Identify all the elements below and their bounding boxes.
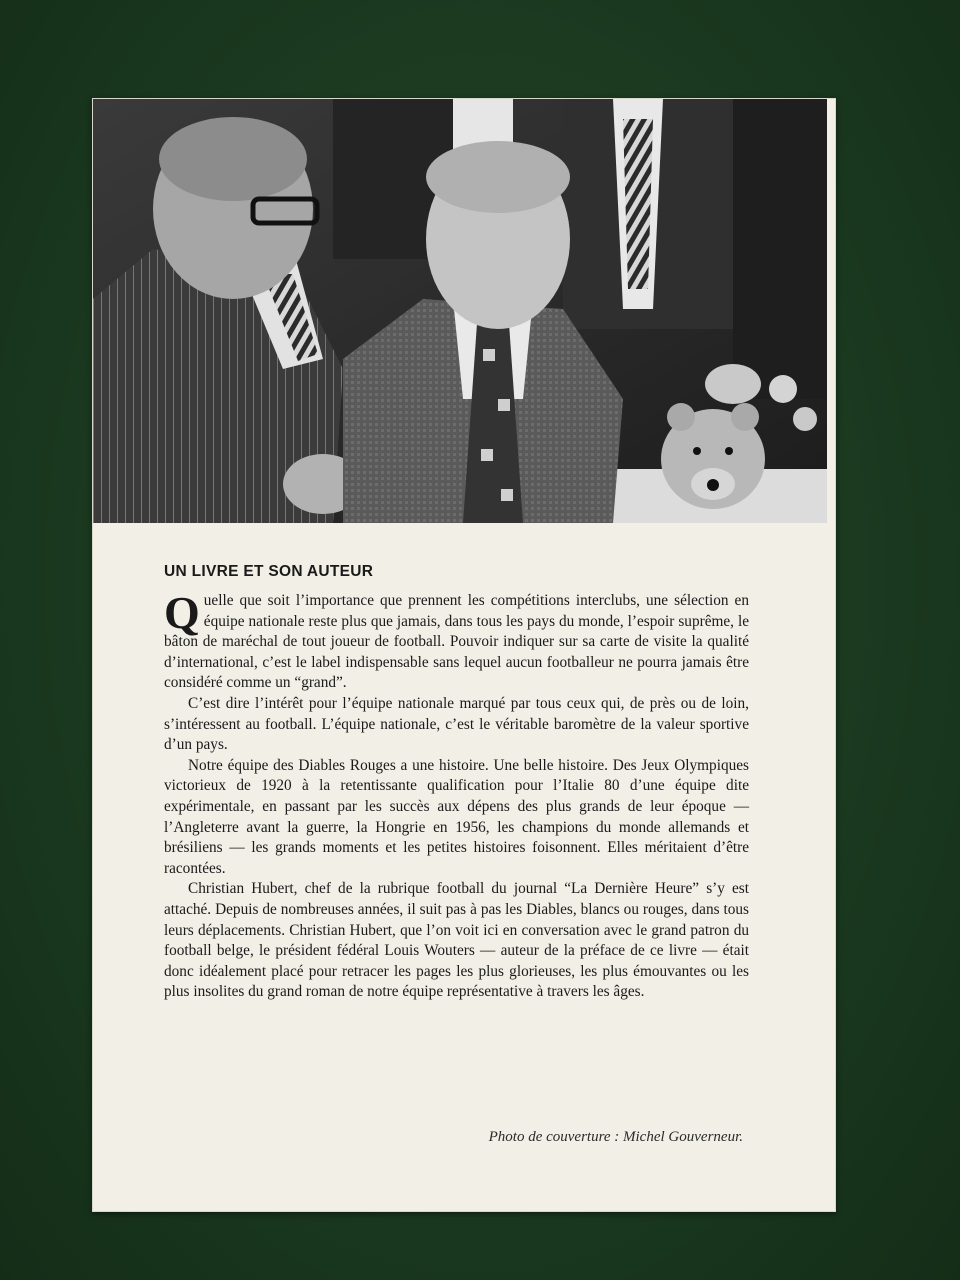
paragraph-intro bbox=[164, 587, 749, 694]
photo-credit: Photo de couverture : Michel Gouverneur. bbox=[488, 1129, 743, 1145]
drop-cap: Q bbox=[164, 587, 200, 638]
photograph-illustration bbox=[93, 99, 827, 523]
paragraph-2: C’est dire l’intérêt pour l’équipe nationale marqué par tous ceux qui, de près ou de loin, s’intéressent au football. L’équipe nationale, c’est le véritable baromètre de la valeur sportive d’un pays. bbox=[164, 694, 749, 754]
article-text bbox=[164, 563, 749, 1003]
paragraph-4: Christian Hubert, chef de la rubrique football du journal “La Dernière Heure” s’y est attaché. Depuis de nombreuses années, il suit pas à pas les Diables, blancs ou rouges, dans tous leurs déplacements. Christian Hubert, que l’on voit ici en conversation avec le grand patron du football belge, le président fédéral Louis Wouters — auteur de la préface de ce livre — était donc idéalement placé pour retracer les pages les plus glorieuses, les plus émouvantes ou les plus insolites du grand roman de notre équipe représentative à travers les âges. bbox=[164, 880, 749, 1001]
paragraph-3: Notre équipe des Diables Rouges a une histoire. Une belle histoire. Des Jeux Olympiques victorieux de 1920 à la retentissante qualification pour l’Italie 80 d’une équipe dite expérimentale, en passant par les succès aux dépens des plus grands de leur époque — l’Angleterre avant la guerre, la Hongrie en 1956, les champions du monde allemands et brésiliens — les grands moments et les petites histoires foisonnent. Elles méritaient d’être racontées. bbox=[164, 756, 749, 877]
cover-photograph bbox=[93, 99, 827, 523]
article-heading: UN LIVRE ET SON AUTEUR bbox=[164, 563, 374, 580]
paragraph-intro-text: uelle que soit l’importance que prennent les compétitions interclubs, une sélection en équipe nationale reste plus que jamais, dans tous les pays du monde, l’espoir suprême, le bâton de maréchal de tout joueur de football. Pouvoir indiquer sur sa carte de visite la qualité d’international, c’est le label indispensable sans lequel aucun footballeur ne pourra jamais être considéré comme un “grand”. bbox=[164, 592, 749, 692]
book-back-cover bbox=[92, 98, 836, 1212]
